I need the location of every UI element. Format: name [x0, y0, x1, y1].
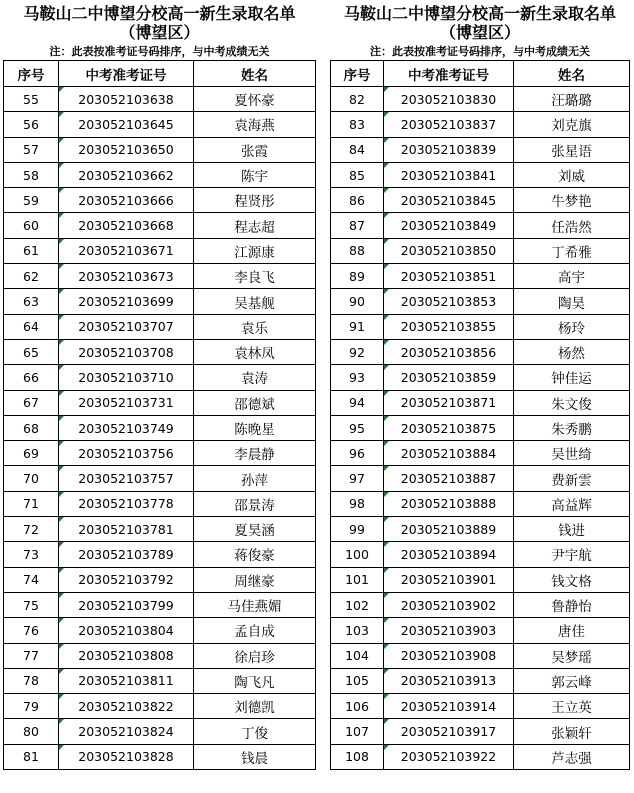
table-row — [4, 87, 316, 112]
row-exam-id: 203052103837 — [384, 112, 514, 137]
row-seq: 65 — [4, 339, 59, 364]
table-row — [4, 314, 316, 339]
table-row — [331, 542, 630, 567]
table-row — [4, 719, 316, 744]
table-row — [331, 668, 630, 693]
row-student-name: 丁希雅 — [514, 238, 630, 263]
table-row — [331, 719, 630, 744]
table-row — [331, 213, 630, 238]
table-row — [331, 289, 630, 314]
row-seq: 102 — [331, 592, 384, 617]
row-student-name: 程贤彤 — [194, 188, 316, 213]
row-exam-id: 203052103710 — [59, 365, 194, 390]
row-student-name: 吴梦瑶 — [514, 643, 630, 668]
row-student-name: 钱文格 — [514, 567, 630, 592]
row-student-name: 朱秀鹏 — [514, 415, 630, 440]
row-exam-id: 203052103731 — [59, 390, 194, 415]
row-seq: 83 — [331, 112, 384, 137]
row-student-name: 丁俊 — [194, 719, 316, 744]
list-title-line1: 马鞍山二中博望分校高一新生录取名单 — [23, 4, 296, 23]
sort-note: 注：此表按准考证号码排序，与中考成绩无关 — [49, 45, 270, 58]
row-seq: 100 — [331, 542, 384, 567]
row-seq: 84 — [331, 137, 384, 162]
row-exam-id: 203052103855 — [384, 314, 514, 339]
row-seq: 78 — [4, 668, 59, 693]
table-row — [331, 314, 630, 339]
row-exam-id: 203052103884 — [384, 441, 514, 466]
row-exam-id: 203052103922 — [384, 744, 514, 769]
table-row — [331, 643, 630, 668]
table-row — [4, 390, 316, 415]
header-name: 姓名 — [514, 61, 630, 87]
row-exam-id: 203052103749 — [59, 415, 194, 440]
row-seq: 66 — [4, 365, 59, 390]
table-row — [4, 365, 316, 390]
row-seq: 73 — [4, 542, 59, 567]
row-exam-id: 203052103903 — [384, 618, 514, 643]
row-exam-id: 203052103908 — [384, 643, 514, 668]
row-student-name: 程志超 — [194, 213, 316, 238]
row-student-name: 袁海燕 — [194, 112, 316, 137]
table-row — [4, 466, 316, 491]
row-student-name: 周继豪 — [194, 567, 316, 592]
row-exam-id: 203052103888 — [384, 491, 514, 516]
row-exam-id: 203052103875 — [384, 415, 514, 440]
row-exam-id: 203052103824 — [59, 719, 194, 744]
row-exam-id: 203052103859 — [384, 365, 514, 390]
table-row — [331, 87, 630, 112]
table-row — [331, 162, 630, 187]
table-row — [4, 264, 316, 289]
row-student-name: 夏昊涵 — [194, 517, 316, 542]
row-seq: 93 — [331, 365, 384, 390]
row-exam-id: 203052103707 — [59, 314, 194, 339]
roster-table — [3, 60, 316, 770]
table-row — [4, 162, 316, 187]
table-row — [331, 592, 630, 617]
row-student-name: 陶昊 — [514, 289, 630, 314]
table-row — [331, 238, 630, 263]
table-row — [331, 112, 630, 137]
row-student-name: 高益辉 — [514, 491, 630, 516]
row-seq: 87 — [331, 213, 384, 238]
row-student-name: 任浩然 — [514, 213, 630, 238]
row-seq: 98 — [331, 491, 384, 516]
row-exam-id: 203052103638 — [59, 87, 194, 112]
row-student-name: 孙萍 — [194, 466, 316, 491]
row-seq: 80 — [4, 719, 59, 744]
row-student-name: 刘克旗 — [514, 112, 630, 137]
row-seq: 69 — [4, 441, 59, 466]
row-exam-id: 203052103902 — [384, 592, 514, 617]
row-exam-id: 203052103708 — [59, 339, 194, 364]
table-row — [331, 567, 630, 592]
table-row — [4, 289, 316, 314]
row-student-name: 陶飞凡 — [194, 668, 316, 693]
table-row — [4, 238, 316, 263]
row-student-name: 张颖轩 — [514, 719, 630, 744]
row-seq: 94 — [331, 390, 384, 415]
row-seq: 89 — [331, 264, 384, 289]
row-student-name: 孟自成 — [194, 618, 316, 643]
row-exam-id: 203052103671 — [59, 238, 194, 263]
row-student-name: 芦志强 — [514, 744, 630, 769]
row-seq: 86 — [331, 188, 384, 213]
roster-table — [330, 60, 630, 770]
row-exam-id: 203052103850 — [384, 238, 514, 263]
row-exam-id: 203052103841 — [384, 162, 514, 187]
table-row — [331, 390, 630, 415]
table-row — [4, 188, 316, 213]
row-student-name: 邵德斌 — [194, 390, 316, 415]
row-exam-id: 203052103778 — [59, 491, 194, 516]
table-row — [4, 592, 316, 617]
row-student-name: 陈晚星 — [194, 415, 316, 440]
row-exam-id: 203052103811 — [59, 668, 194, 693]
row-seq: 79 — [4, 694, 59, 719]
row-exam-id: 203052103887 — [384, 466, 514, 491]
row-student-name: 高宇 — [514, 264, 630, 289]
row-exam-id: 203052103645 — [59, 112, 194, 137]
row-seq: 59 — [4, 188, 59, 213]
row-student-name: 朱文俊 — [514, 390, 630, 415]
header-exam-id: 中考准考证号 — [59, 61, 194, 87]
row-student-name: 牛梦艳 — [514, 188, 630, 213]
table-row — [4, 415, 316, 440]
roster-panel-right — [330, 0, 630, 770]
row-exam-id: 203052103839 — [384, 137, 514, 162]
row-exam-id: 203052103789 — [59, 542, 194, 567]
row-student-name: 张星语 — [514, 137, 630, 162]
table-row — [331, 618, 630, 643]
row-seq: 81 — [4, 744, 59, 769]
row-student-name: 张霞 — [194, 137, 316, 162]
row-exam-id: 203052103913 — [384, 668, 514, 693]
list-title — [3, 0, 316, 45]
sort-note: 注：此表按准考证号码排序，与中考成绩无关 — [370, 45, 590, 58]
row-exam-id: 203052103673 — [59, 264, 194, 289]
table-row — [331, 264, 630, 289]
row-seq: 99 — [331, 517, 384, 542]
row-seq: 71 — [4, 491, 59, 516]
table-row — [4, 542, 316, 567]
table-row — [4, 441, 316, 466]
roster-panel-left — [3, 0, 316, 770]
table-header-row — [4, 61, 316, 87]
row-student-name: 马佳燕媚 — [194, 592, 316, 617]
row-exam-id: 203052103662 — [59, 162, 194, 187]
table-row — [4, 744, 316, 769]
list-title — [330, 0, 630, 45]
table-row — [4, 213, 316, 238]
row-student-name: 刘德凯 — [194, 694, 316, 719]
row-seq: 62 — [4, 264, 59, 289]
row-student-name: 汪璐璐 — [514, 87, 630, 112]
row-student-name: 袁林凤 — [194, 339, 316, 364]
row-exam-id: 203052103822 — [59, 694, 194, 719]
row-exam-id: 203052103845 — [384, 188, 514, 213]
row-seq: 56 — [4, 112, 59, 137]
row-student-name: 杨玲 — [514, 314, 630, 339]
header-seq: 序号 — [4, 61, 59, 87]
row-exam-id: 203052103781 — [59, 517, 194, 542]
row-seq: 77 — [4, 643, 59, 668]
row-exam-id: 203052103901 — [384, 567, 514, 592]
table-row — [331, 137, 630, 162]
row-exam-id: 203052103851 — [384, 264, 514, 289]
row-seq: 58 — [4, 162, 59, 187]
table-row — [331, 517, 630, 542]
row-seq: 57 — [4, 137, 59, 162]
row-seq: 68 — [4, 415, 59, 440]
row-seq: 92 — [331, 339, 384, 364]
row-seq: 55 — [4, 87, 59, 112]
row-student-name: 江源康 — [194, 238, 316, 263]
row-student-name: 刘威 — [514, 162, 630, 187]
row-exam-id: 203052103849 — [384, 213, 514, 238]
row-seq: 60 — [4, 213, 59, 238]
row-student-name: 陈宇 — [194, 162, 316, 187]
row-student-name: 鲁静怡 — [514, 592, 630, 617]
row-seq: 105 — [331, 668, 384, 693]
table-row — [4, 517, 316, 542]
row-student-name: 徐启珍 — [194, 643, 316, 668]
row-student-name: 吴世绮 — [514, 441, 630, 466]
row-exam-id: 203052103650 — [59, 137, 194, 162]
row-student-name: 蒋俊豪 — [194, 542, 316, 567]
row-seq: 95 — [331, 415, 384, 440]
table-header-row — [331, 61, 630, 87]
row-exam-id: 203052103830 — [384, 87, 514, 112]
row-seq: 106 — [331, 694, 384, 719]
row-seq: 91 — [331, 314, 384, 339]
row-exam-id: 203052103871 — [384, 390, 514, 415]
table-row — [331, 415, 630, 440]
table-row — [331, 466, 630, 491]
table-row — [331, 365, 630, 390]
header-seq: 序号 — [331, 61, 384, 87]
table-row — [4, 643, 316, 668]
table-row — [4, 694, 316, 719]
row-student-name: 吴基舰 — [194, 289, 316, 314]
row-seq: 90 — [331, 289, 384, 314]
row-seq: 97 — [331, 466, 384, 491]
table-row — [4, 112, 316, 137]
row-seq: 104 — [331, 643, 384, 668]
table-row — [4, 491, 316, 516]
row-exam-id: 203052103853 — [384, 289, 514, 314]
row-seq: 72 — [4, 517, 59, 542]
row-seq: 107 — [331, 719, 384, 744]
row-exam-id: 203052103799 — [59, 592, 194, 617]
table-row — [4, 137, 316, 162]
row-seq: 61 — [4, 238, 59, 263]
row-seq: 70 — [4, 466, 59, 491]
table-row — [331, 188, 630, 213]
row-exam-id: 203052103699 — [59, 289, 194, 314]
header-exam-id: 中考准考证号 — [384, 61, 514, 87]
table-row — [4, 567, 316, 592]
row-student-name: 袁乐 — [194, 314, 316, 339]
roster-body — [331, 87, 630, 770]
table-row — [4, 618, 316, 643]
table-row — [331, 441, 630, 466]
row-student-name: 钱晨 — [194, 744, 316, 769]
table-row — [4, 339, 316, 364]
row-exam-id: 203052103914 — [384, 694, 514, 719]
table-row — [331, 491, 630, 516]
row-student-name: 王立英 — [514, 694, 630, 719]
row-student-name: 郭云峰 — [514, 668, 630, 693]
row-exam-id: 203052103757 — [59, 466, 194, 491]
row-seq: 63 — [4, 289, 59, 314]
row-exam-id: 203052103792 — [59, 567, 194, 592]
row-exam-id: 203052103856 — [384, 339, 514, 364]
table-row — [331, 694, 630, 719]
table-row — [331, 744, 630, 769]
row-exam-id: 203052103917 — [384, 719, 514, 744]
row-seq: 74 — [4, 567, 59, 592]
row-exam-id: 203052103804 — [59, 618, 194, 643]
row-seq: 101 — [331, 567, 384, 592]
row-student-name: 李良飞 — [194, 264, 316, 289]
row-student-name: 袁涛 — [194, 365, 316, 390]
row-student-name: 夏怀豪 — [194, 87, 316, 112]
row-seq: 76 — [4, 618, 59, 643]
roster-body — [4, 87, 316, 770]
row-seq: 64 — [4, 314, 59, 339]
row-student-name: 尹宇航 — [514, 542, 630, 567]
list-title-line2: （博望区） — [439, 23, 520, 42]
table-row — [4, 668, 316, 693]
row-student-name: 唐佳 — [514, 618, 630, 643]
list-title-line2: （博望区） — [119, 23, 200, 42]
row-seq: 82 — [331, 87, 384, 112]
row-exam-id: 203052103808 — [59, 643, 194, 668]
row-seq: 88 — [331, 238, 384, 263]
list-title-line1: 马鞍山二中博望分校高一新生录取名单 — [343, 4, 616, 23]
row-seq: 67 — [4, 390, 59, 415]
header-name: 姓名 — [194, 61, 316, 87]
row-student-name: 李晨静 — [194, 441, 316, 466]
row-exam-id: 203052103666 — [59, 188, 194, 213]
row-exam-id: 203052103894 — [384, 542, 514, 567]
row-student-name: 邵景涛 — [194, 491, 316, 516]
row-student-name: 杨然 — [514, 339, 630, 364]
row-seq: 108 — [331, 744, 384, 769]
row-exam-id: 203052103889 — [384, 517, 514, 542]
table-row — [331, 339, 630, 364]
row-seq: 103 — [331, 618, 384, 643]
row-student-name: 费新雲 — [514, 466, 630, 491]
row-student-name: 钟佳运 — [514, 365, 630, 390]
row-seq: 75 — [4, 592, 59, 617]
row-seq: 96 — [331, 441, 384, 466]
row-student-name: 钱进 — [514, 517, 630, 542]
row-exam-id: 203052103828 — [59, 744, 194, 769]
row-exam-id: 203052103756 — [59, 441, 194, 466]
row-exam-id: 203052103668 — [59, 213, 194, 238]
row-seq: 85 — [331, 162, 384, 187]
